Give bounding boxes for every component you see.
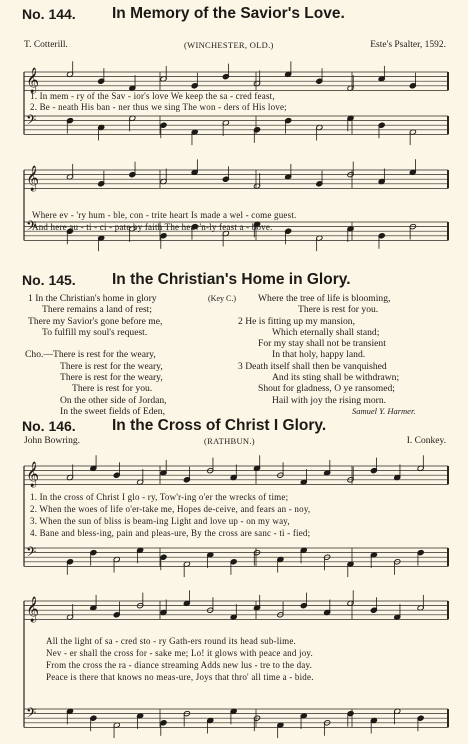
hymn-145-line: 2 He is fitting up my mansion, bbox=[238, 315, 355, 327]
hymn-144-heading bbox=[22, 6, 454, 26]
hymn-144-lyric-2-2: And here au - ti - ci - pate by faith The heav'n-ly feast a - bove. bbox=[32, 222, 273, 232]
treble-clef-icon: 𝄞 bbox=[26, 166, 40, 191]
hymn-144-lyric-1-2: 2. Be - neath His ban - ner thus we sing The won - ders of His love; bbox=[30, 102, 287, 112]
hymn-146-lyric-1-4: 4. Bane and bless-ing, pain and pleas-ure, By the cross are sanc - ti - fied; bbox=[30, 528, 311, 538]
hymn-146-lyric-1-1: 1. In the cross of Christ I glo - ry, Tow'r-ing o'er the wrecks of time; bbox=[30, 492, 289, 502]
hymn-145-line: On the other side of Jordan, bbox=[60, 394, 167, 406]
hymn-145-line: There my Savior's gone before me, bbox=[28, 315, 163, 327]
hymn-146-lyric-2-3: From the cross the ra - diance streaming Adds new lus - tre to the day. bbox=[46, 660, 313, 670]
hymn-145-key: (Key C.) bbox=[208, 294, 236, 303]
bass-clef-icon: 𝄢 bbox=[26, 544, 37, 563]
hymn-145-line: Hail with joy the rising morn. bbox=[272, 394, 387, 406]
hymn-145-left-column bbox=[25, 293, 167, 417]
hymn-144-tune: (WINCHESTER, OLD.) bbox=[184, 40, 274, 50]
hymn-146-lyric-2-2: Nev - er shall the cross for - sake me; Lo! it glows with peace and joy. bbox=[46, 648, 313, 658]
hymn-144-lyric-1-1: 1. In mem - ry of the Sav - ior's love We keep the sa - cred feast, bbox=[30, 91, 275, 101]
hymn-144-number: No. 144. bbox=[22, 6, 76, 22]
hymn-145-line: There remains a land of rest; bbox=[42, 304, 153, 316]
treble-clef-icon: 𝄞 bbox=[26, 597, 40, 622]
hymn-146-composer: I. Conkey. bbox=[406, 436, 446, 446]
hymn-145-chorus-line: Cho.—There is rest for the weary, bbox=[25, 349, 156, 361]
hymn-144-author: T. Cotterill. bbox=[24, 40, 68, 50]
hymn-145-line: Shout for gladness, O ye ransomed; bbox=[258, 383, 395, 395]
bass-clef-icon: 𝄢 bbox=[26, 705, 37, 724]
hymn-146-heading bbox=[22, 418, 454, 438]
hymn-146-tune: (RATHBUN.) bbox=[204, 436, 255, 446]
hymn-146-author: John Bowring. bbox=[24, 436, 80, 446]
hymn-146-lyric-1-2: 2. When the woes of life o'er-take me, Hopes de-ceive, and fears an - noy, bbox=[30, 504, 311, 514]
hymn-145-line: There is rest for you. bbox=[72, 383, 153, 395]
hymn-145-line: And its sting shall be withdrawn; bbox=[272, 372, 400, 384]
hymn-144-source: Este's Psalter, 1592. bbox=[370, 40, 446, 50]
hymn-144-title: In Memory of the Savior's Love. bbox=[112, 5, 345, 22]
bass-clef-icon: 𝄢 bbox=[26, 112, 37, 131]
hymn-145-line: There is rest for the weary, bbox=[60, 372, 163, 384]
treble-clef-icon: 𝄞 bbox=[26, 68, 40, 93]
hymn-145-attribution: Samuel Y. Harmer. bbox=[352, 406, 416, 416]
hymn-146-credits bbox=[24, 436, 446, 448]
hymn-145-line: 1 In the Christian's home in glory bbox=[28, 293, 157, 304]
hymn-145-line bbox=[28, 338, 167, 349]
bass-clef-icon: 𝄢 bbox=[26, 218, 37, 237]
hymn-146-lyric-2-4: Peace is there that knows no meas-ure, Joys that thro' all time a - bide. bbox=[46, 672, 314, 682]
hymn-144-lyric-2-1: Where ev - 'ry hum - ble, con - trite heart Is made a wel - come guest. bbox=[32, 210, 297, 220]
hymn-145-line: There is rest for the weary, bbox=[60, 360, 163, 372]
hymn-145-line: Where the tree of life is blooming, bbox=[258, 293, 391, 304]
hymn-145-right-column bbox=[238, 293, 400, 406]
hymn-144-credits bbox=[24, 40, 446, 52]
hymn-145-number: No. 145. bbox=[22, 272, 76, 288]
hymn-146-lyric-2-1: All the light of sa - cred sto - ry Gath-ers round its head sub-lime. bbox=[46, 636, 296, 646]
hymn-145-line: There is rest for you. bbox=[298, 304, 379, 316]
hymn-146-title: In the Cross of Christ I Glory. bbox=[112, 417, 327, 434]
hymn-146-lyric-1-3: 3. When the sun of bliss is beam-ing Light and love up - on my way, bbox=[30, 516, 290, 526]
hymn-145-title: In the Christian's Home in Glory. bbox=[112, 271, 351, 288]
hymn-145-line: In the sweet fields of Eden, bbox=[60, 405, 165, 417]
hymn-145-line: Which eternally shall stand; bbox=[272, 326, 380, 338]
hymn-145-line: For my stay shall not be transient bbox=[258, 338, 386, 350]
hymn-145-line: 3 Death itself shall then be vanquished bbox=[238, 360, 387, 372]
hymn-145-line: In that holy, happy land. bbox=[272, 349, 366, 361]
hymn-145-line: To fulfill my soul's request. bbox=[42, 326, 148, 338]
hymn-146-number: No. 146. bbox=[22, 418, 76, 434]
hymn-145-heading bbox=[22, 272, 454, 292]
treble-clef-icon: 𝄞 bbox=[26, 462, 40, 487]
hymn-144-system-2 bbox=[0, 150, 468, 250]
